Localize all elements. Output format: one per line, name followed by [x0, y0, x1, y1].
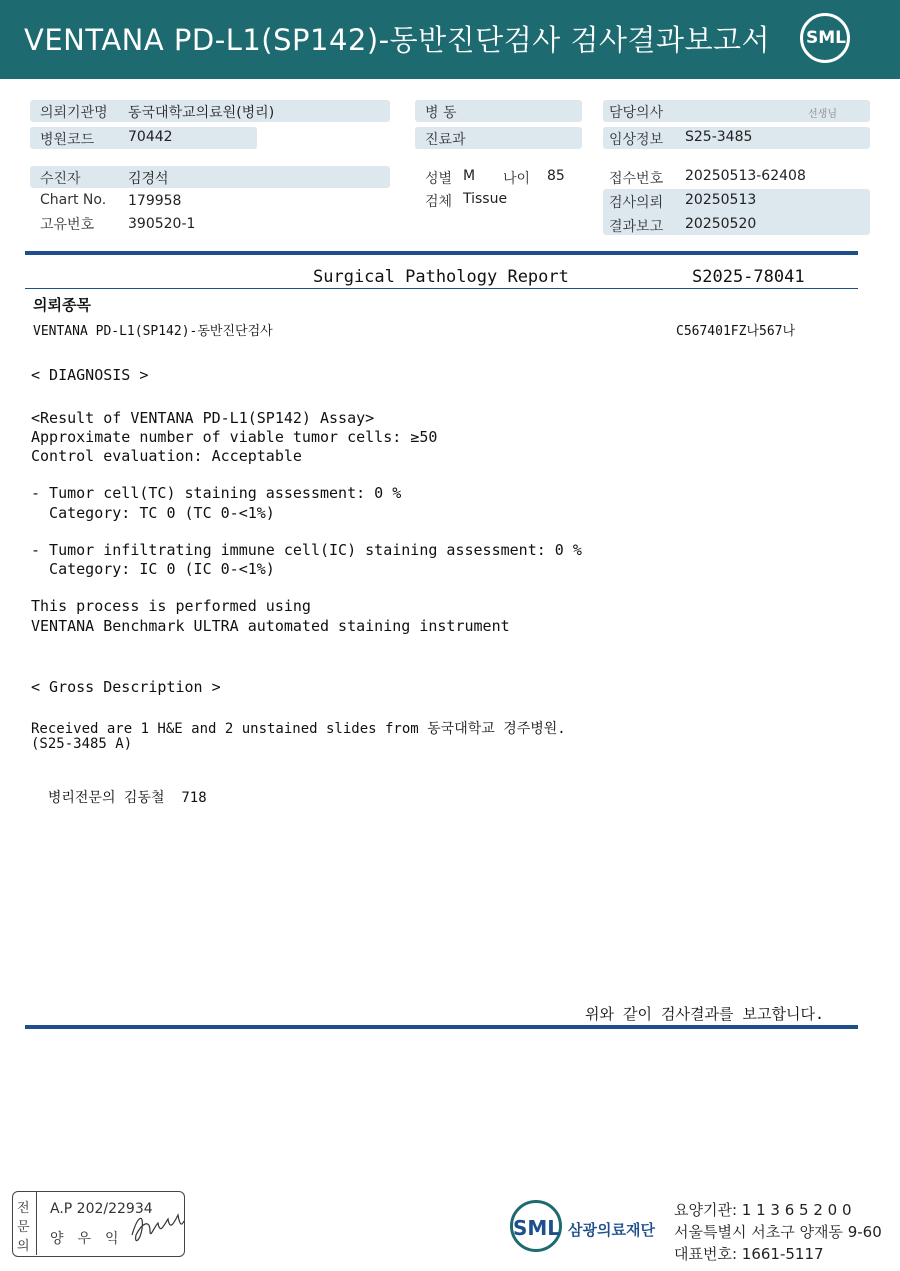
stamp-side-char: 의 — [17, 1239, 30, 1254]
doctor-suffix: 선생님 — [808, 109, 837, 120]
sml-logo-text: SML — [806, 28, 846, 48]
patient-value: 김경석 — [128, 171, 169, 187]
report-line: Approximate number of viable tumor cells: ≥50 — [31, 428, 438, 446]
request-item-value: VENTANA PD-L1(SP142)-동반진단검사 — [33, 324, 273, 339]
sml-logo — [800, 13, 850, 63]
report-date-label: 결과보고 — [609, 219, 664, 235]
request-date-value: 20250513 — [685, 192, 757, 208]
report-line: (S25-3485 A) — [31, 736, 133, 752]
age-label: 나이 — [503, 171, 531, 187]
header-bar — [0, 0, 900, 79]
ward-label: 병 동 — [425, 105, 457, 121]
gross-heading: < Gross Description > — [31, 678, 221, 696]
request-date-label: 검사의뢰 — [609, 195, 664, 211]
stamp-side-char: 문 — [17, 1220, 30, 1235]
address: 서울특별시 서초구 양재동 9-60 — [674, 1223, 882, 1241]
hospital-code-label: 병원코드 — [40, 132, 95, 148]
stamp-ap-number: A.P 202/22934 — [50, 1201, 153, 1217]
clinical-info-label: 임상정보 — [609, 132, 664, 148]
stamp-side-char: 전 — [17, 1201, 30, 1216]
report-date-value: 20250520 — [685, 216, 757, 232]
age-value: 85 — [547, 168, 565, 184]
report-line: VENTANA Benchmark ULTRA automated staining instrument — [31, 617, 510, 635]
hospital-code-value: 70442 — [128, 129, 173, 145]
pathologist-line: 병리전문의 김동철 718 — [31, 790, 207, 806]
patient-label: 수진자 — [40, 171, 81, 187]
sex-value: M — [463, 168, 476, 184]
sml-footer-logo-text: SML — [513, 1216, 561, 1240]
report-title: VENTANA PD-L1(SP142)-동반진단검사 검사결과보고서 — [24, 23, 771, 57]
unique-no-value: 390520-1 — [128, 216, 196, 232]
report-line: - Tumor cell(TC) staining assessment: 0 % — [31, 484, 402, 502]
report-line: - Tumor infiltrating immune cell(IC) staining assessment: 0 % — [31, 541, 582, 559]
receipt-no-label: 접수번호 — [609, 171, 664, 187]
sex-label: 성별 — [425, 171, 453, 187]
chart-no-label: Chart No. — [40, 192, 107, 208]
requesting-org-label: 의뢰기관명 — [40, 105, 108, 121]
receipt-no-value: 20250513-62408 — [685, 168, 806, 184]
stamp-side-column — [13, 1192, 37, 1255]
report-line: Category: TC 0 (TC 0-<1%) — [31, 504, 275, 522]
specimen-value: Tissue — [463, 191, 508, 207]
report-line: Control evaluation: Acceptable — [31, 447, 302, 465]
report-heading: Surgical Pathology Report — [313, 267, 569, 287]
foundation-name: 삼광의료재단 — [568, 1221, 655, 1239]
top-rule — [25, 251, 858, 255]
report-line: This process is performed using — [31, 597, 311, 615]
heading-rule — [25, 288, 858, 289]
request-item-code: C567401FZ나567나 — [676, 324, 796, 339]
care-institution-code: 요양기관: 1 1 3 6 5 2 0 0 — [674, 1201, 852, 1219]
bottom-rule — [25, 1025, 858, 1029]
report-number: S2025-78041 — [692, 267, 805, 287]
clinical-info-value: S25-3485 — [685, 129, 753, 145]
request-item-label: 의뢰종목 — [33, 296, 91, 314]
report-line: <Result of VENTANA PD-L1(SP142) Assay> — [31, 409, 375, 427]
phone-number: 대표번호: 1661-5117 — [674, 1245, 824, 1263]
report-line: Category: IC 0 (IC 0-<1%) — [31, 560, 275, 578]
signature — [128, 1205, 186, 1249]
diagnosis-heading: < DIAGNOSIS > — [31, 366, 149, 384]
chart-no-value: 179958 — [128, 193, 182, 209]
sml-footer-logo — [510, 1200, 562, 1252]
patient-pill — [30, 166, 390, 188]
doctor-label: 담당의사 — [609, 105, 664, 121]
specimen-label: 검체 — [425, 194, 453, 210]
dept-label: 진료과 — [425, 132, 466, 148]
stamp-name: 양우익 — [50, 1231, 133, 1247]
requesting-org-value: 동국대학교의료원(병리) — [128, 105, 275, 121]
closing-statement: 위와 같이 검사결과를 보고합니다. — [585, 1005, 824, 1023]
unique-no-label: 고유번호 — [40, 217, 95, 233]
report-line: Received are 1 H&E and 2 unstained slides from 동국대학교 경주병원. — [31, 721, 566, 737]
